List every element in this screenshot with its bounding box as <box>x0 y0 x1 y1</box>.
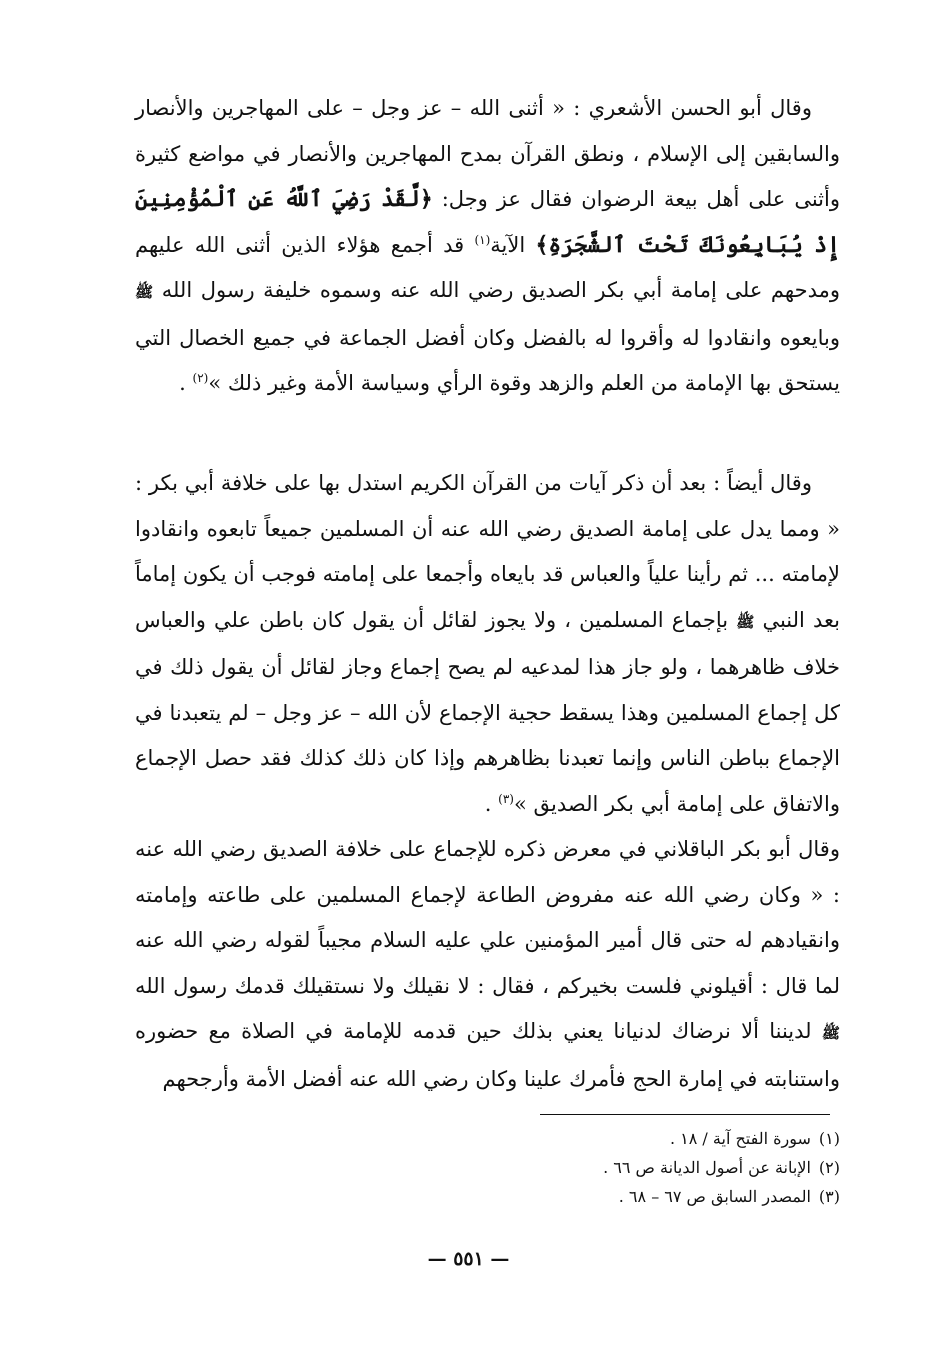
pbuh-ligature-icon: ﷺ <box>736 612 755 631</box>
footnote-number: (٣) <box>818 1187 840 1206</box>
paragraph-baqillani-quote <box>135 827 840 1102</box>
footnote-number: (١) <box>818 1129 840 1148</box>
paragraph2-text-1: وقال أيضاً : بعد أن ذكر آيات من القرآن الكريم استدل بها على خلافة أبي بكر : « ومما يدل على إمامة الصديق رضي الله عنه أن المسلمين جميعاً تابعوه وانقادوا لإمامته ... ثم رأينا علياً والعباس قد بايعاه وأجمعا على إمامته فوجب أن يكون إماماً بعد النبي <box>135 471 840 632</box>
paragraph-ashari-quote <box>135 86 840 407</box>
quran-verse: ﴿لَّقَدْ رَضِيَ ٱللَّهُ عَنِ ٱلْمُؤْمِنِينَ إِذْ يُبَايِعُونَكَ تَحْتَ ٱلشَّجَرَةِ﴾ <box>135 186 840 258</box>
footnote-text: الإبانة عن أصول الديانة ص ٦٦ . <box>603 1158 811 1177</box>
paragraph1-text-3: قد أجمع هؤلاء الذين أثنى الله عليهم ومدحهم على إمامة أبي بكر الصديق رضي الله عنه وسموه خليفة رسول الله <box>135 232 840 302</box>
paragraph2-end: . <box>484 791 499 816</box>
paragraph-ashari-second-quote <box>135 461 840 1102</box>
paragraph1-text-1: وقال أبو الحسن الأشعري : « أثنى الله – عز وجل – على المهاجرين والأنصار والسابقين إلى الإسلام ، ونطق القرآن بمدح المهاجرين والأنصار في مواضع كثيرة وأثنى على أهل بيعة الرضوان فقال عز وجل: <box>135 96 840 211</box>
footnote-ref-3[interactable]: (٣) <box>498 791 514 806</box>
paragraph2-text-2: بإجماع المسلمين ، ولا يجوز لقائل أن يقول كان باطن علي والعباس خلاف ظاهرهما ، ولو جاز هذا لمدعيه لم يصح إجماع وجاز لقائل أن يقول ذلك في كل إجماع المسلمين وهذا يسقط حجية الإجماع لأن الله – عز وجل – لم يتعبدنا في الإجماع بباطن الناس وإنما تعبدنا بظاهرهم وإذا كان ذلك كذلك فقد حصل الإجماع والاتفاق على إمامة أبي بكر الصديق » <box>135 607 840 816</box>
paragraph3-text-1: وقال أبو بكر الباقلاني في معرض ذكره للإجماع على خلافة الصديق رضي الله عنه : « وكان رضي الله عنه مفروض الطاعة لإجماع المسلمين على طاعته وإمامته وانقيادهم له حتى قال أمير المؤمنين علي عليه السلام مجيباً لقوله رضي الله عنه لما قال : أقيلوني فلست بخيركم ، فقال : لا نقيلك ولا نستقيلك قدمك رسول الله <box>135 837 840 998</box>
paragraph3-text-2: لديننا ألا نرضاك لدنيانا يعني بذلك حين قدمه للإمامة في الصلاة مع حضوره واستنابته في إمارة الحج فأمرك علينا وكان رضي الله عنه أفضل الأمة وأرجحهم <box>135 1019 840 1091</box>
footnote-1 <box>420 1124 840 1153</box>
footnote-3 <box>420 1182 840 1211</box>
footnote-number: (٢) <box>818 1158 840 1177</box>
pbuh-ligature-icon: ﷺ <box>135 283 154 301</box>
footnote-divider <box>540 1114 830 1115</box>
footnotes <box>420 1124 840 1211</box>
footnote-ref-2[interactable]: (٢) <box>192 371 209 385</box>
paragraph1-end: . <box>179 371 193 395</box>
paragraph1-text-4: وبايعوه وانقادوا له وأقروا له بالفضل وكان أفضل الجماعة في جميع الخصال التي يستحق بها الإمامة من العلم والزهد وقوة الرأي وسياسة الأمة وغير ذلك » <box>135 325 840 395</box>
footnote-text: المصدر السابق ص ٦٧ – ٦٨ . <box>618 1187 811 1206</box>
footnote-2 <box>420 1153 840 1182</box>
page-number: — ٥٥١ — <box>427 1248 510 1270</box>
paragraph1-text-2: الآية <box>490 232 526 257</box>
footnote-ref-1[interactable]: (١) <box>474 232 491 247</box>
footnote-text: سورة الفتح آية / ١٨ . <box>669 1129 811 1148</box>
pbuh-ligature-icon: ﷺ <box>821 1024 840 1042</box>
